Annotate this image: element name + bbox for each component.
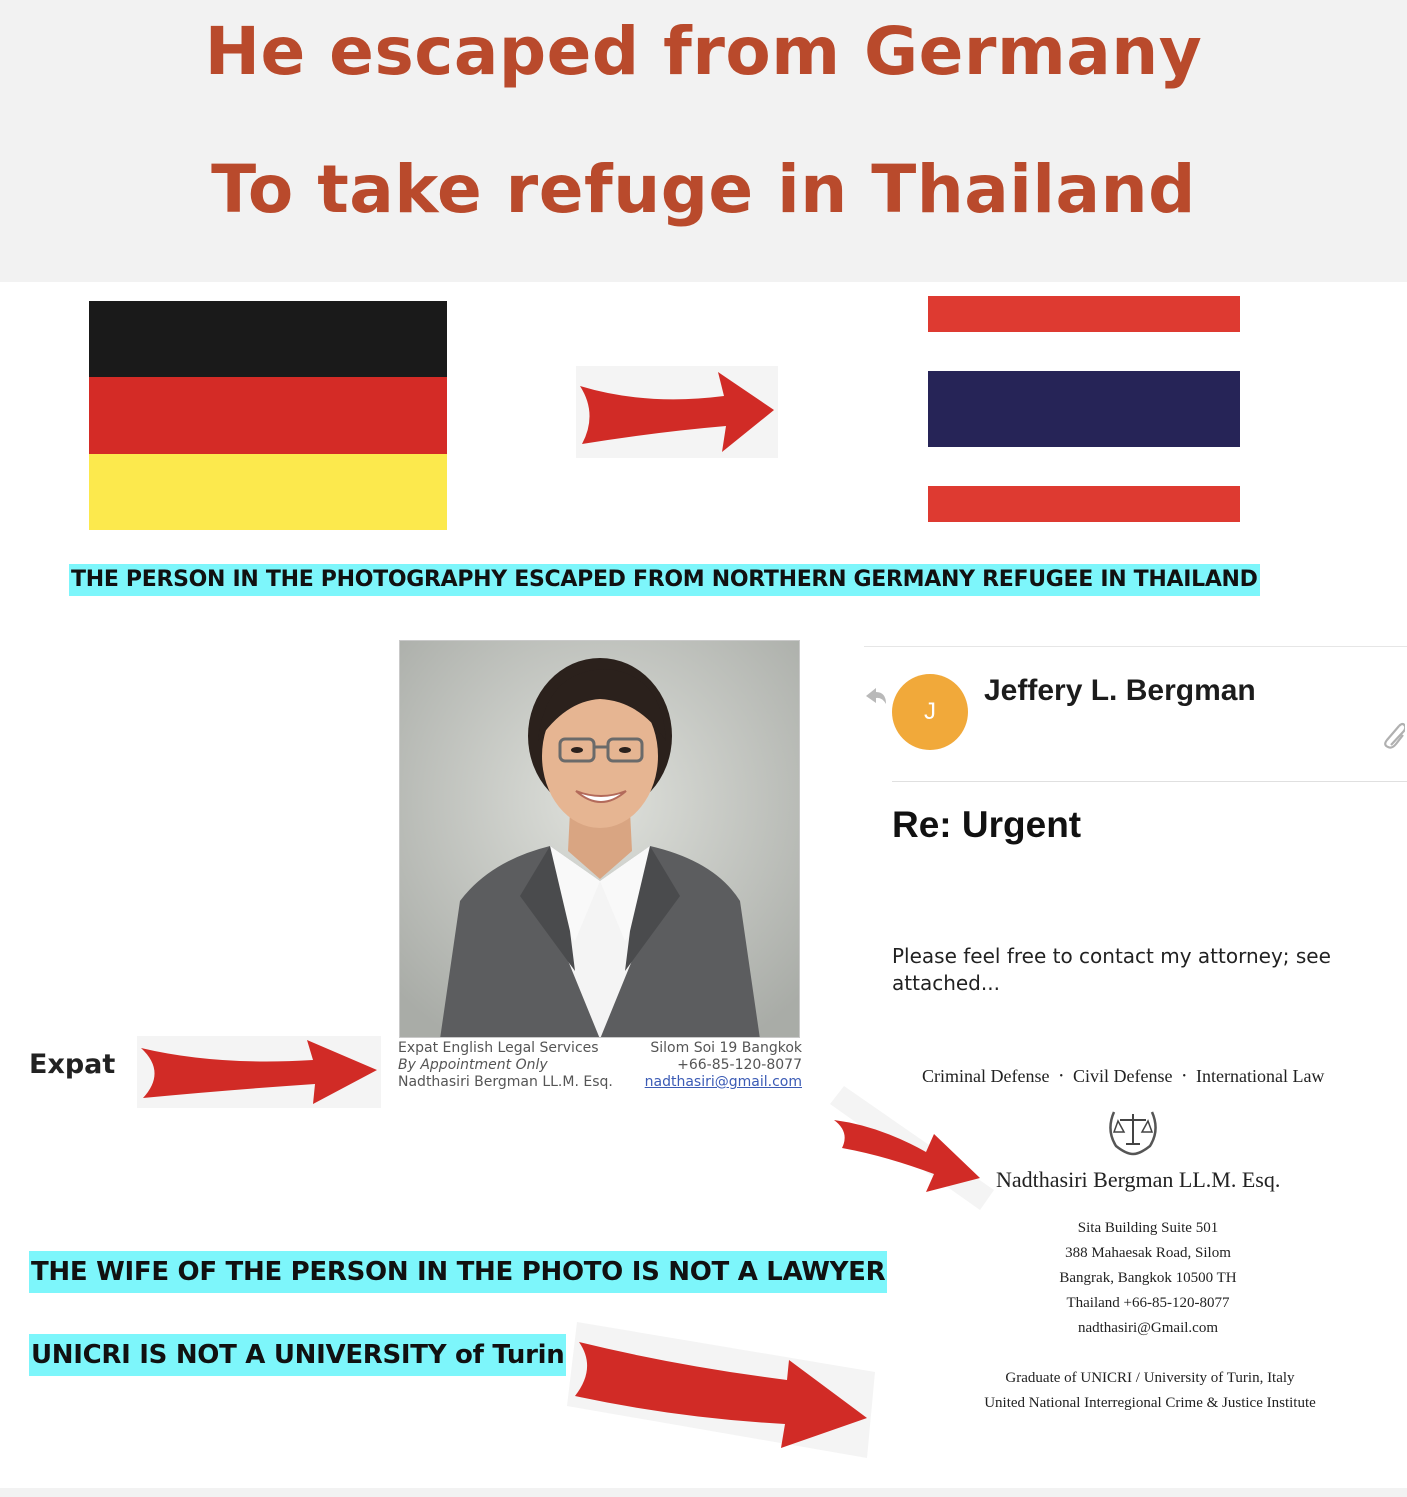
business-card-row	[398, 1074, 802, 1091]
portrait-photo	[399, 640, 800, 1038]
reply-arrow-icon[interactable]	[864, 686, 888, 706]
arrow-right-icon	[137, 1036, 381, 1108]
highlighted-statement-escape: THE PERSON IN THE PHOTOGRAPHY ESCAPED FROM NORTHERN GERMANY REFUGEE IN THAILAND	[69, 564, 1260, 596]
thailand-flag	[928, 296, 1240, 522]
business-card-phone: +66-85-120-8077	[677, 1057, 802, 1073]
headline-line-1: He escaped from Germany	[204, 13, 1203, 90]
sender-avatar[interactable]: J	[892, 674, 968, 750]
address-line: Sita Building Suite 501	[1077, 1220, 1219, 1236]
separator-dot: •	[1059, 1071, 1063, 1082]
panel-top-border	[864, 646, 1407, 647]
headline-line-2: To take refuge in Thailand	[211, 151, 1196, 228]
lawyer-name: Nadthasiri Bergman LL.M. Esq.	[996, 1167, 1281, 1192]
email-subject: Re: Urgent	[892, 804, 1082, 845]
header-divider	[892, 781, 1407, 782]
business-card-row	[398, 1040, 802, 1057]
business-card-location: Silom Soi 19 Bangkok	[650, 1040, 802, 1056]
credential-line: Graduate of UNICRI / University of Turin, Italy	[1005, 1370, 1295, 1386]
germany-flag-gold-stripe	[89, 454, 447, 530]
headline-banner	[0, 0, 1407, 282]
business-card-name: Nadthasiri Bergman LL.M. Esq.	[398, 1074, 613, 1090]
arrow-right-icon	[567, 1322, 875, 1458]
practice-areas	[922, 1066, 1382, 1087]
credential-line: United National Interregional Crime & Justice Institute	[984, 1395, 1316, 1411]
address-line: Thailand +66-85-120-8077	[1066, 1295, 1230, 1311]
business-card-row	[398, 1057, 802, 1074]
letterhead-address	[1000, 1216, 1296, 1341]
germany-flag-red-stripe	[89, 377, 447, 453]
highlighted-statement-unicri: UNICRI IS NOT A UNIVERSITY of Turin	[29, 1334, 566, 1376]
expat-label: Expat	[29, 1049, 116, 1080]
business-card-strip	[398, 1040, 802, 1098]
practice-area-international: International Law	[1195, 1066, 1325, 1086]
portrait-illustration	[400, 641, 800, 1038]
arrow-right-icon	[576, 366, 778, 458]
email-body: Please feel free to contact my attorney; see attached...	[892, 944, 1331, 995]
practice-area-civil: Civil Defense	[1072, 1066, 1173, 1086]
business-card-appointment: By Appointment Only	[398, 1057, 548, 1073]
letterhead-credentials	[940, 1366, 1360, 1416]
business-card-email-link[interactable]: nadthasiri@gmail.com	[644, 1074, 802, 1090]
separator-dot: •	[1182, 1071, 1186, 1082]
sender-name: Jeffery L. Bergman	[984, 674, 1256, 707]
address-line: Bangrak, Bangkok 10500 TH	[1059, 1270, 1237, 1286]
address-email: nadthasiri@Gmail.com	[1077, 1320, 1219, 1336]
practice-area-criminal: Criminal Defense	[922, 1066, 1050, 1086]
highlighted-statement-not-lawyer: THE WIFE OF THE PERSON IN THE PHOTO IS NOT A LAWYER	[29, 1251, 887, 1293]
address-line: 388 Mahaesak Road, Silom	[1065, 1245, 1231, 1261]
scales-of-justice-icon	[1104, 1104, 1162, 1156]
germany-flag-black-stripe	[89, 301, 447, 377]
footer-strip	[0, 1488, 1407, 1497]
arrow-down-right-icon	[830, 1086, 994, 1210]
germany-flag	[89, 301, 447, 530]
paperclip-icon[interactable]	[1379, 720, 1405, 750]
business-card-service: Expat English Legal Services	[398, 1040, 599, 1056]
